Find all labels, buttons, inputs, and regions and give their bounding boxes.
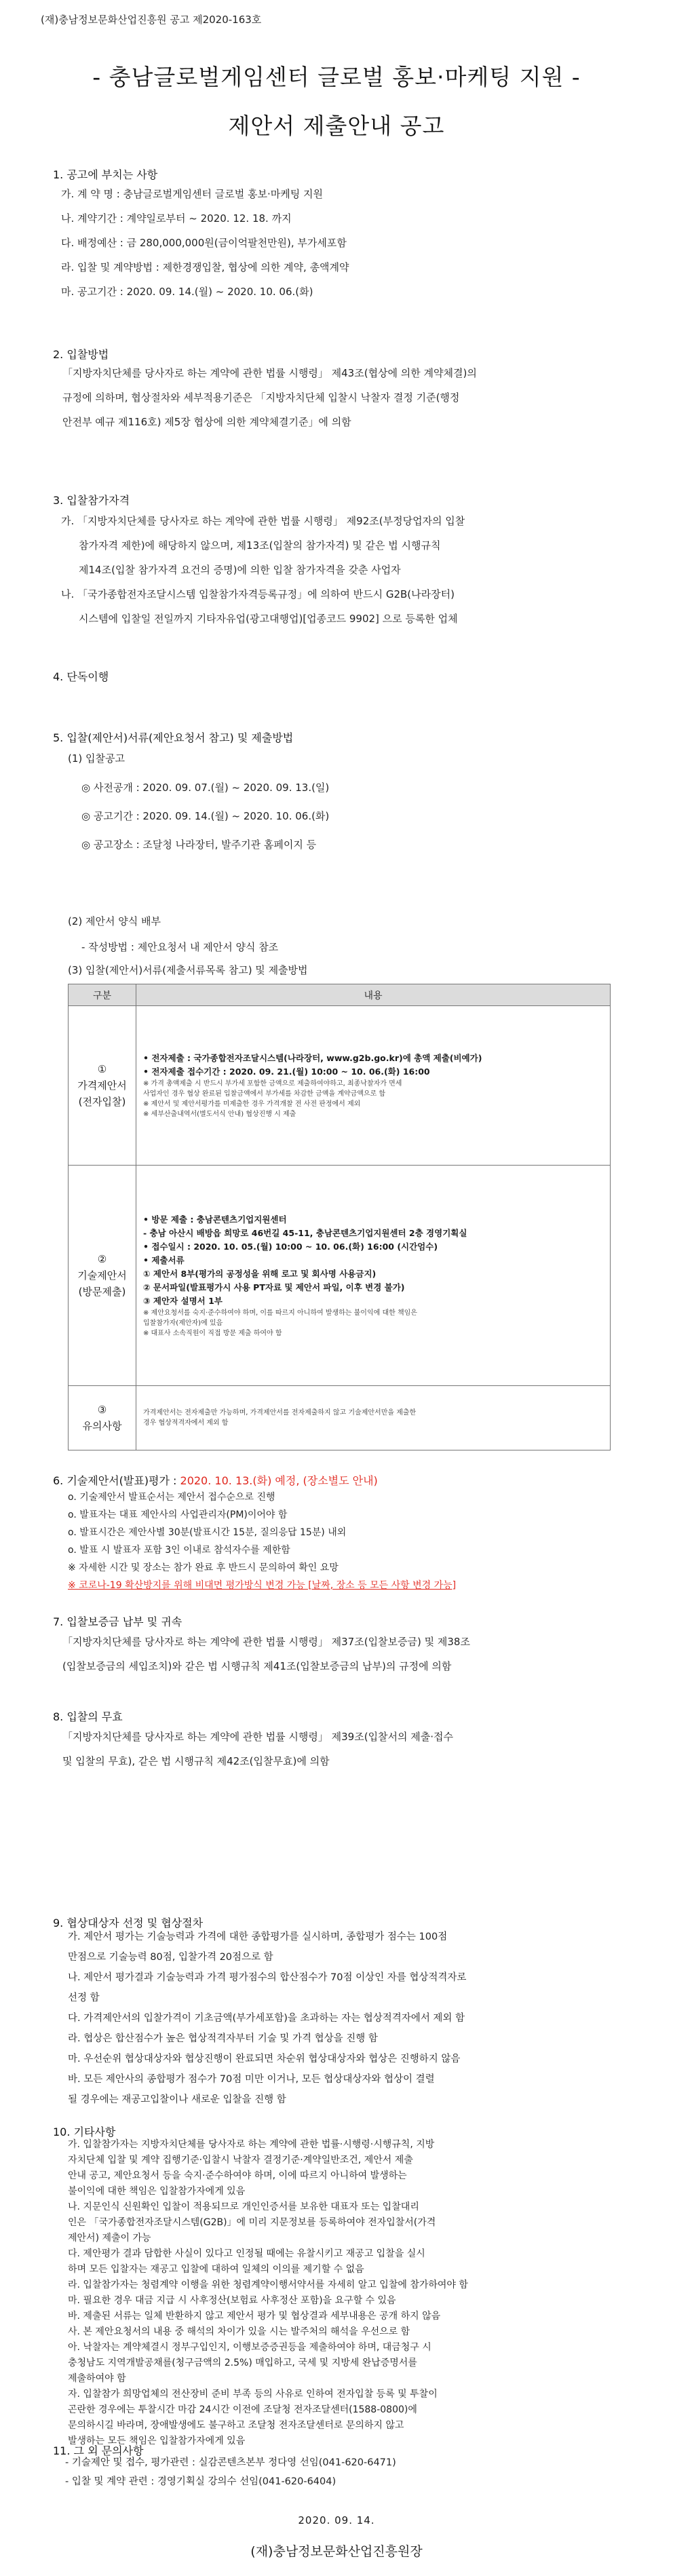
- section-8-line: 및 입찰의 무효), 같은 법 시행규칙 제42조(입찰무효)에 의함: [62, 1755, 330, 1767]
- table-row-content: • 전자제출 : 국가종합전자조달시스템(나라장터, www.g2b.go.kr)에 총액 제출(비예가) • 전자제출 접수기간 : 2020. 09. 21.(월) 10:00 ~ 10. 06.(화) 16:00 ※ 가격 총액제출 시 반드시 부가세 포함한 금액으로 제출하여야하고, 최종낙찰자가 면세 사업자인 경우 협상 완료된 입찰금액에서 부가세를 차감한 금액을 계약금액으로 함 ※ 제안서 및 제안서평가를 미제출한 경우 가격개찰 전 사전 판정에서 제외 ※ 세부산출내역서(별도서식 안내) 협상진행 시 제출: [136, 1006, 611, 1166]
- section-10-line: 라. 입찰참가자는 청렴계약 이행을 위한 청렴계약이행서약서를 자세히 알고 입찰에 참가하여야 함: [68, 2280, 468, 2290]
- section-8-line: 「지방자치단체를 당사자로 하는 계약에 관한 법률 시행령」 제39조(입찰서의 제출·접수: [62, 1731, 454, 1743]
- section-10-line: 안내 공고, 제안요청서 등을 숙지·준수하여야 하며, 이에 따르지 아니하여 발생하는: [68, 2170, 407, 2181]
- section-10-body: [68, 2137, 468, 2449]
- table-header-row: [69, 984, 611, 1006]
- section-6-line: ※ 자세한 시간 및 장소는 참가 완료 후 반드시 문의하여 확인 요망: [68, 1562, 339, 1573]
- section-6-line: o. 발표 시 발표자 포함 3인 이내로 참석자수를 제한함: [68, 1545, 290, 1556]
- section-9-line: 나. 제안서 평가결과 기술능력과 가격 평가점수의 합산점수가 70점 이상인 자를 협상적격자로: [68, 1972, 467, 1983]
- section-5-heading: 5. 입찰(제안서)서류(제안요청서 참고) 및 제출방법: [53, 731, 294, 744]
- table-row-label: ③ 유의사항: [69, 1386, 136, 1450]
- section-9-line: 될 경우에는 재공고입찰이나 새로운 입찰을 진행 함: [68, 2094, 286, 2105]
- page-subtitle: 제안서 제출안내 공고: [228, 113, 445, 139]
- section-11-heading: 11. 그 외 문의사항: [53, 2444, 144, 2457]
- section-5-item: ◎ 사전공개 : 2020. 09. 07.(월) ~ 2020. 09. 13.(일): [81, 782, 330, 794]
- section-10-line: 바. 제출된 서류는 일체 반환하지 않고 제안서 평가 및 협상결과 세부내용은 공개 하지 않음: [68, 2311, 441, 2322]
- section-3-line: 참가자격 제한)에 해당하지 않으며, 제13조(입찰의 참가자격) 및 같은 법 시행규칙: [79, 539, 441, 552]
- section-7-line: (입찰보증금의 세입조치)와 같은 법 시행규칙 제41조(입찰보증금의 납부)의 규정에 의함: [62, 1660, 452, 1672]
- section-10-line: 문의하시길 바라며, 장애발생에도 불구하고 조달청 전자조달센터로 문의하지 않고: [68, 2420, 404, 2431]
- section-1-line: 나. 계약기간 : 계약일로부터 ~ 2020. 12. 18. 까지: [61, 212, 292, 225]
- section-7-line: 「지방자치단체를 당사자로 하는 계약에 관한 법률 시행령」 제37조(입찰보증금) 및 제38조: [62, 1636, 470, 1648]
- section-2-heading: 2. 입찰방법: [53, 348, 109, 361]
- section-10-line: 사. 본 제안요청서의 내용 중 해석의 차이가 있을 시는 발주처의 해석을 우선으로 함: [68, 2326, 410, 2337]
- section-10-line: 제출하여야 함: [68, 2373, 126, 2384]
- section-10-line: 아. 낙찰자는 계약체결시 정부구입인지, 이행보증증권등을 제출하여야 하며, 대금청구 시: [68, 2342, 431, 2353]
- section-11-line: - 입찰 및 계약 관련 : 경영기획실 강의수 선임(041-620-6404): [65, 2476, 336, 2487]
- section-9-body: [68, 1927, 466, 2110]
- section-9-line: 다. 가격제안서의 입찰가격이 기초금액(부가세포함)을 초과하는 자는 협상적격자에서 제외 함: [68, 2013, 465, 2024]
- section-1-line: 마. 공고기간 : 2020. 09. 14.(월) ~ 2020. 10. 06.(화): [61, 286, 313, 298]
- section-10-line: 제안서) 제출이 가능: [68, 2233, 151, 2244]
- section-5-sub1: (1) 입찰공고: [68, 752, 125, 765]
- section-6-line: o. 기술제안서 발표순서는 제안서 접수순으로 진행: [68, 1492, 275, 1503]
- section-6-heading: [53, 1472, 378, 1488]
- table-row-label: ① 가격제안서 (전자입찰): [69, 1006, 136, 1166]
- notice-number: (재)충남정보문화산업진흥원 공고 제2020-163호: [41, 14, 262, 26]
- section-10-line: 나. 지문인식 신원확인 입찰이 적용되므로 개인인증서를 보유한 대표자 또는 입찰대리: [68, 2202, 419, 2212]
- section-11-line: - 기술제안 및 접수, 평가관련 : 실감콘텐츠본부 정다영 선임(041-620-6471): [65, 2457, 396, 2468]
- section-10-line: 충청남도 지역개발공채를(청구금액의 2.5%) 매입하고, 국세 및 지방세 완납증명서를: [68, 2358, 417, 2368]
- section-1-line: 다. 배정예산 : 금 280,000,000원(금이억팔천만원), 부가세포함: [61, 237, 347, 249]
- section-1-line: 가. 계 약 명 : 충남글로벌게임센터 글로벌 홍보·마케팅 지원: [61, 188, 324, 200]
- section-9-heading: 9. 협상대상자 선정 및 협상절차: [53, 1917, 204, 1929]
- section-5-item: ◎ 공고장소 : 조달청 나라장터, 발주기관 홈페이지 등: [81, 839, 317, 851]
- section-3-body: [61, 509, 465, 631]
- section-10-line: 자치단체 입찰 및 계약 집행기준·입찰시 낙찰자 결정기준·계약일반조건, 제안서 제출: [68, 2155, 413, 2166]
- section-5-sub3: (3) 입찰(제안서)서류(제출서류목록 참고) 및 제출방법: [68, 964, 308, 976]
- section-6-line: o. 발표자는 대표 제안사의 사업관리자(PM)이어야 함: [68, 1510, 288, 1520]
- section-10-line: 발생하는 모든 책임은 입찰참가자에게 있음: [68, 2436, 246, 2446]
- section-8-body: [62, 1725, 453, 1773]
- section-6-red-note: ※ 코로나-19 확산방지를 위해 비대면 평가방식 변경 가능 [날짜, 장소 등 모든 사항 변경 가능]: [68, 1580, 457, 1591]
- section-1-line: 라. 입찰 및 계약방법 : 제한경쟁입찰, 협상에 의한 계약, 총액계약: [61, 261, 349, 273]
- section-10-line: 마. 필요한 경우 대금 지급 시 사후정산(보험료 사후정산 포함)을 요구할 수 있음: [68, 2295, 396, 2306]
- section-5-item: ◎ 공고기간 : 2020. 09. 14.(월) ~ 2020. 10. 06.(화): [81, 810, 330, 822]
- section-3-line: 시스템에 입찰일 전일까지 기타자유업(광고대행업)[업종코드 9902] 으로 등록한 업체: [79, 613, 458, 625]
- table-row-label: ② 기술제안서 (방문제출): [69, 1166, 136, 1386]
- section-6-line: o. 발표시간은 제안사별 30분(발표시간 15분, 질의응답 15분) 내외: [68, 1527, 347, 1538]
- section-8-heading: 8. 입찰의 무효: [53, 1710, 123, 1723]
- page-title: - 충남글로벌게임센터 글로벌 홍보·마케팅 지원 -: [92, 64, 581, 90]
- section-4-heading: 4. 단독이행: [53, 670, 109, 683]
- section-10-line: 곤란한 경우에는 투찰시간 마감 24시간 이전에 조달청 전자조달센터(1588-0800)에: [68, 2404, 417, 2415]
- section-2-line: 안전부 예규 제116호) 제5장 협상에 의한 계약체결기준」에 의함: [62, 416, 351, 428]
- section-2-line: 「지방자치단체를 당사자로 하는 계약에 관한 법률 시행령」 제43조(협상에 의한 계약체결)의: [62, 367, 477, 379]
- section-3-heading: 3. 입찰참가자격: [53, 494, 130, 507]
- section-6-heading-label: 6. 기술제안서(발표)평가 :: [53, 1474, 180, 1487]
- issuing-organization: (재)충남정보문화산업진흥원장: [250, 2544, 423, 2559]
- section-1-body: [61, 182, 349, 304]
- section-10-heading: 10. 기타사항: [53, 2126, 116, 2138]
- section-9-line: 바. 모든 제안사의 종합평가 점수가 70점 미만 이거나, 모든 협상대상자와 협상이 결렬: [68, 2074, 435, 2085]
- section-9-line: 마. 우선순위 협상대상자와 협상진행이 완료되면 차순위 협상대상자와 협상은 진행하지 않음: [68, 2054, 461, 2064]
- section-3-line: 제14조(입찰 참가자격 요건의 증명)에 의한 입찰 참가자격을 갖춘 사업자: [79, 564, 401, 576]
- section-11-body: [65, 2453, 396, 2491]
- section-5-sub2-item: - 작성방법 : 제안요청서 내 제안서 양식 참조: [81, 941, 279, 953]
- table-row-content: • 방문 제출 : 충남콘텐츠기업지원센터 - 충남 아산시 배방읍 희망로 46번길 45-11, 충남콘텐츠기업지원센터 2층 경영기획실 • 접수일시 : 2020. 10. 05.(월) 10:00 ~ 10. 06.(화) 16:00 (시간엄수) • 제출서류 ① 제안서 8부(평가의 공정성을 위해 로고 및 회사명 사용금지) ② 문서파일(발표평가시 사용 PT자료 및 제안서 파일, 이후 변경 불가) ③ 제안자 설명서 1부 ※ 제안요청서를 숙지·준수하여야 하며, 이를 따르지 아니하여 발생하는 불이익에 대한 책임은 입찰참가자(제안자)에 있음 ※ 대표사 소속직원이 직접 방문 제출 하여야 함: [136, 1166, 611, 1386]
- section-7-body: [62, 1630, 470, 1678]
- section-5-items: [81, 773, 329, 859]
- section-1-heading: 1. 공고에 부치는 사항: [53, 168, 158, 181]
- section-10-line: 가. 입찰참가자는 지방자치단체를 당사자로 하는 계약에 관한 법률·시행령·시행규칙, 지방: [68, 2139, 435, 2150]
- section-3-line: 가. 「지방자치단체를 당사자로 하는 계약에 관한 법률 시행령」 제92조(부정당업자의 입찰: [61, 515, 465, 527]
- section-6-heading-date: 2020. 10. 13.(화) 예정, (장소별도 안내): [180, 1474, 378, 1487]
- bid-documents-table: [68, 984, 611, 1450]
- section-2-body: [62, 361, 477, 434]
- table-row-content: 가격제안서는 전자제출만 가능하며, 가격제안서를 전자제출하지 않고 기술제안서만을 제출한 경우 협상적격자에서 제외 함: [136, 1386, 611, 1450]
- section-9-line: 라. 협상은 합산점수가 높은 협상적격자부터 기술 및 가격 협상을 진행 함: [68, 2033, 378, 2044]
- table-header-content: 내용: [136, 984, 611, 1006]
- section-10-line: 인은 「국가종합전자조달시스템(G2B)」에 미리 지문정보를 등록하여야 전자입찰서(가격: [68, 2217, 436, 2228]
- section-9-line: 선정 함: [68, 1993, 100, 2003]
- section-10-line: 불이익에 대한 책임은 입찰참가자에게 있음: [68, 2186, 246, 2197]
- section-3-line: 나. 「국가종합전자조달시스템 입찰참가자격등록규정」에 의하여 반드시 G2B(나라장터): [61, 588, 455, 600]
- table-header-category: 구분: [69, 984, 136, 1006]
- section-9-line: 가. 제안서 평가는 기술능력과 가격에 대한 종합평가를 실시하며, 종합평가 점수는 100점: [68, 1931, 448, 1942]
- section-7-heading: 7. 입찰보증금 납부 및 귀속: [53, 1615, 182, 1628]
- notice-date: 2020. 09. 14.: [298, 2514, 375, 2526]
- section-10-line: 다. 제안평가 결과 담합한 사실이 있다고 인정될 때에는 유찰시키고 재공고 입찰을 실시: [68, 2248, 425, 2259]
- table-row: [69, 1386, 611, 1450]
- table-row: [69, 1166, 611, 1386]
- section-5-sub2: (2) 제안서 양식 배부: [68, 915, 161, 927]
- section-10-line: 자. 입찰참가 희망업체의 전산장비 준비 부족 등의 사유로 인하여 전자입찰 등록 및 투찰이: [68, 2389, 438, 2400]
- section-2-line: 규정에 의하며, 협상절차와 세부적용기준은 「지방자치단체 입찰시 낙찰자 결정 기준(행정: [62, 391, 460, 404]
- table-row: [69, 1006, 611, 1166]
- section-9-line: 만점으로 기술능력 80점, 입찰가격 20점으로 함: [68, 1952, 273, 1963]
- section-10-line: 하며 모든 입찰자는 재공고 입찰에 대하여 일체의 이의를 제기할 수 없음: [68, 2264, 364, 2275]
- section-6-body: [68, 1488, 456, 1594]
